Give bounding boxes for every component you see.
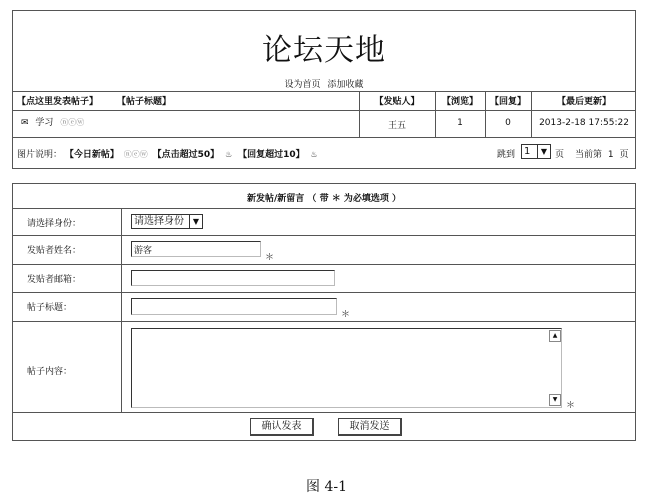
pager-current-label: 当前第 (575, 150, 603, 160)
form-line (13, 208, 635, 209)
identity-select-value: 请选择身份 (134, 216, 184, 227)
subject-label: 帖子标题： (27, 303, 73, 313)
post-new-link[interactable]: 【点这里发表帖子】 (17, 97, 99, 107)
form-line (13, 264, 635, 265)
row-updated: 2013-2-18 17:55:22 (539, 118, 629, 128)
col-views: 【浏览】 (441, 97, 478, 107)
name-label: 发贴者姓名： (27, 246, 82, 256)
table-header-line (13, 110, 635, 111)
form-line (13, 321, 635, 322)
row-replies: 0 (505, 118, 511, 128)
new-badge-icon: ⓝⓔⓦ (123, 150, 148, 159)
chevron-down-icon[interactable]: ▼ (537, 145, 550, 158)
submit-button[interactable]: 确认发表 (250, 418, 314, 436)
top-links (13, 77, 635, 90)
figure-caption: 图 4-1 (306, 479, 347, 495)
legend-new-today: 【今日新帖】 (64, 150, 119, 160)
add-favorite-link[interactable]: 添加收藏 (327, 80, 364, 90)
name-input[interactable]: 游客 (131, 241, 261, 257)
form-divider (121, 208, 122, 412)
required-mark: ＊ (341, 310, 351, 320)
content-textarea[interactable] (131, 328, 562, 408)
legend-over-replies: 【回复超过10】 (238, 150, 305, 160)
email-input[interactable] (131, 270, 335, 286)
pager-unit: 页 (555, 150, 565, 160)
pager-jump-label: 跳到 (497, 150, 516, 160)
scroll-down-icon[interactable]: ▼ (549, 394, 561, 406)
legend-over-clicks: 【点击超过50】 (152, 150, 220, 160)
table-row[interactable] (21, 115, 84, 128)
form-line (13, 235, 635, 236)
identity-select[interactable] (131, 214, 203, 229)
row-subject[interactable]: 学习 (35, 118, 54, 128)
post-icon: ✉ (21, 118, 29, 128)
post-form-panel (12, 183, 636, 441)
row-author: 王五 (387, 121, 406, 131)
required-mark: ＊ (265, 253, 275, 263)
form-line (13, 412, 635, 413)
required-mark: ＊ (566, 401, 576, 411)
identity-label: 请选择身份： (27, 219, 82, 229)
table-row-line (13, 137, 635, 138)
hot-replies-icon: ♨ (310, 150, 318, 159)
table-top-line (13, 91, 635, 92)
new-badge-icon: ⓝⓔⓦ (60, 118, 85, 127)
pager-current-page: 1 (607, 150, 614, 160)
content-label: 帖子内容： (27, 367, 73, 377)
set-home-link[interactable]: 设为首页 (284, 80, 321, 90)
chevron-down-icon[interactable]: ▼ (189, 215, 202, 228)
col-updated: 【最后更新】 (556, 97, 611, 107)
hot-icon: ♨ (225, 150, 233, 159)
row-views: 1 (457, 118, 463, 128)
pager-current (575, 147, 629, 160)
form-header: 新发帖/新留言 （ 带 ＊ 为必填选项 ） (247, 194, 401, 204)
email-label: 发贴者邮箱： (27, 275, 82, 285)
legend (17, 147, 318, 160)
pager-current-unit: 页 (619, 150, 629, 160)
page-title: 论坛天地 (262, 33, 386, 68)
page-select-value: 1 (524, 146, 531, 157)
subject-input[interactable] (131, 298, 337, 315)
col-author: 【发贴人】 (374, 97, 420, 107)
col-replies: 【回复】 (489, 97, 526, 107)
page-select[interactable] (521, 144, 551, 159)
cancel-button[interactable]: 取消发送 (338, 418, 402, 436)
form-line (13, 292, 635, 293)
scroll-up-icon[interactable]: ▲ (549, 330, 561, 342)
col-subject: 【帖子标题】 (117, 97, 172, 107)
legend-label: 图片说明： (17, 150, 63, 160)
forum-panel (12, 10, 636, 169)
